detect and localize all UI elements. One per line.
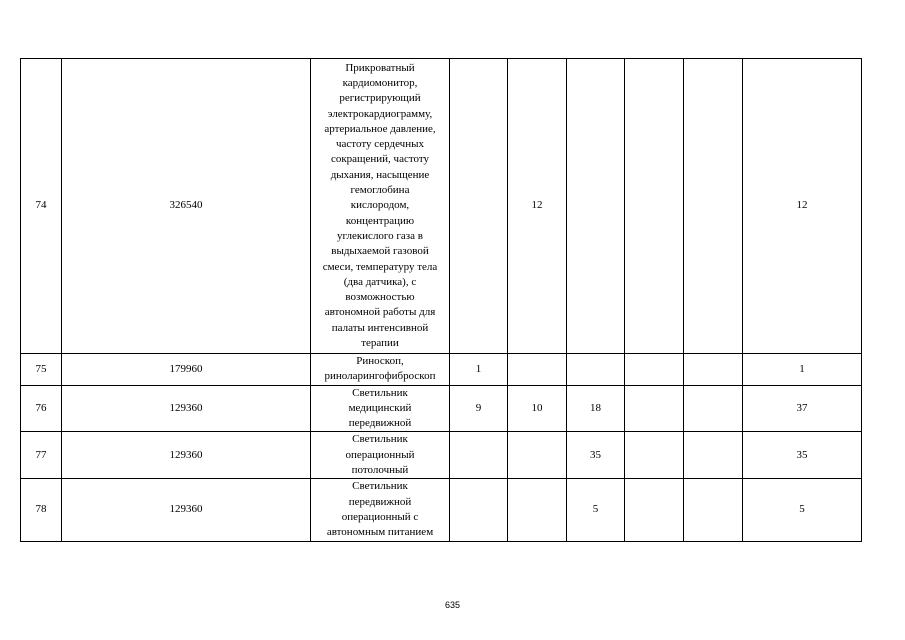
row-name: Светильник операционный потолочный: [311, 432, 450, 479]
row-col3: 5: [567, 479, 625, 541]
row-col2: [508, 479, 567, 541]
row-col5: [684, 385, 743, 432]
row-col1: [450, 59, 508, 354]
row-total: 1: [743, 354, 862, 386]
row-col2: [508, 354, 567, 386]
table-row: [21, 432, 862, 479]
row-col3: [567, 354, 625, 386]
row-col5: [684, 432, 743, 479]
row-total: 37: [743, 385, 862, 432]
row-number: 75: [21, 354, 62, 386]
row-col1: [450, 479, 508, 541]
row-col4: [625, 432, 684, 479]
row-col2: 12: [508, 59, 567, 354]
row-col2: 10: [508, 385, 567, 432]
table-row: [21, 385, 862, 432]
row-code: 129360: [62, 385, 311, 432]
row-code: 326540: [62, 59, 311, 354]
row-total: 5: [743, 479, 862, 541]
row-col4: [625, 385, 684, 432]
equipment-table: [20, 58, 862, 542]
page-number: 635: [444, 600, 461, 610]
row-col2: [508, 432, 567, 479]
row-col5: [684, 59, 743, 354]
row-col1: 1: [450, 354, 508, 386]
row-col5: [684, 479, 743, 541]
row-code: 129360: [62, 479, 311, 541]
row-total: 35: [743, 432, 862, 479]
row-code: 179960: [62, 354, 311, 386]
row-name: Светильник передвижной операционный с автономным питанием: [311, 479, 450, 541]
row-col4: [625, 354, 684, 386]
row-col4: [625, 479, 684, 541]
row-name: Риноскоп, риноларингофиброскоп: [311, 354, 450, 386]
row-col1: [450, 432, 508, 479]
row-total: 12: [743, 59, 862, 354]
table-row: [21, 354, 862, 386]
row-number: 77: [21, 432, 62, 479]
row-col1: 9: [450, 385, 508, 432]
row-number: 74: [21, 59, 62, 354]
table-row: [21, 59, 862, 354]
row-col4: [625, 59, 684, 354]
row-col3: 18: [567, 385, 625, 432]
row-col3: [567, 59, 625, 354]
table-row: [21, 479, 862, 541]
row-code: 129360: [62, 432, 311, 479]
row-col3: 35: [567, 432, 625, 479]
row-name: Светильник медицинский передвижной: [311, 385, 450, 432]
row-col5: [684, 354, 743, 386]
row-number: 76: [21, 385, 62, 432]
row-number: 78: [21, 479, 62, 541]
row-name: Прикроватный кардиомонитор, регистрирующий электрокардиограмму, артериальное давление, частоту сердечных сокращений, частоту дыхания, насыщение гемоглобина кислородом, концентрацию углекислого газа в выдыхаемой газовой смеси, температуру тела (два датчика), с возможностью автономной работы для палаты интенсивной терапии: [311, 59, 450, 354]
